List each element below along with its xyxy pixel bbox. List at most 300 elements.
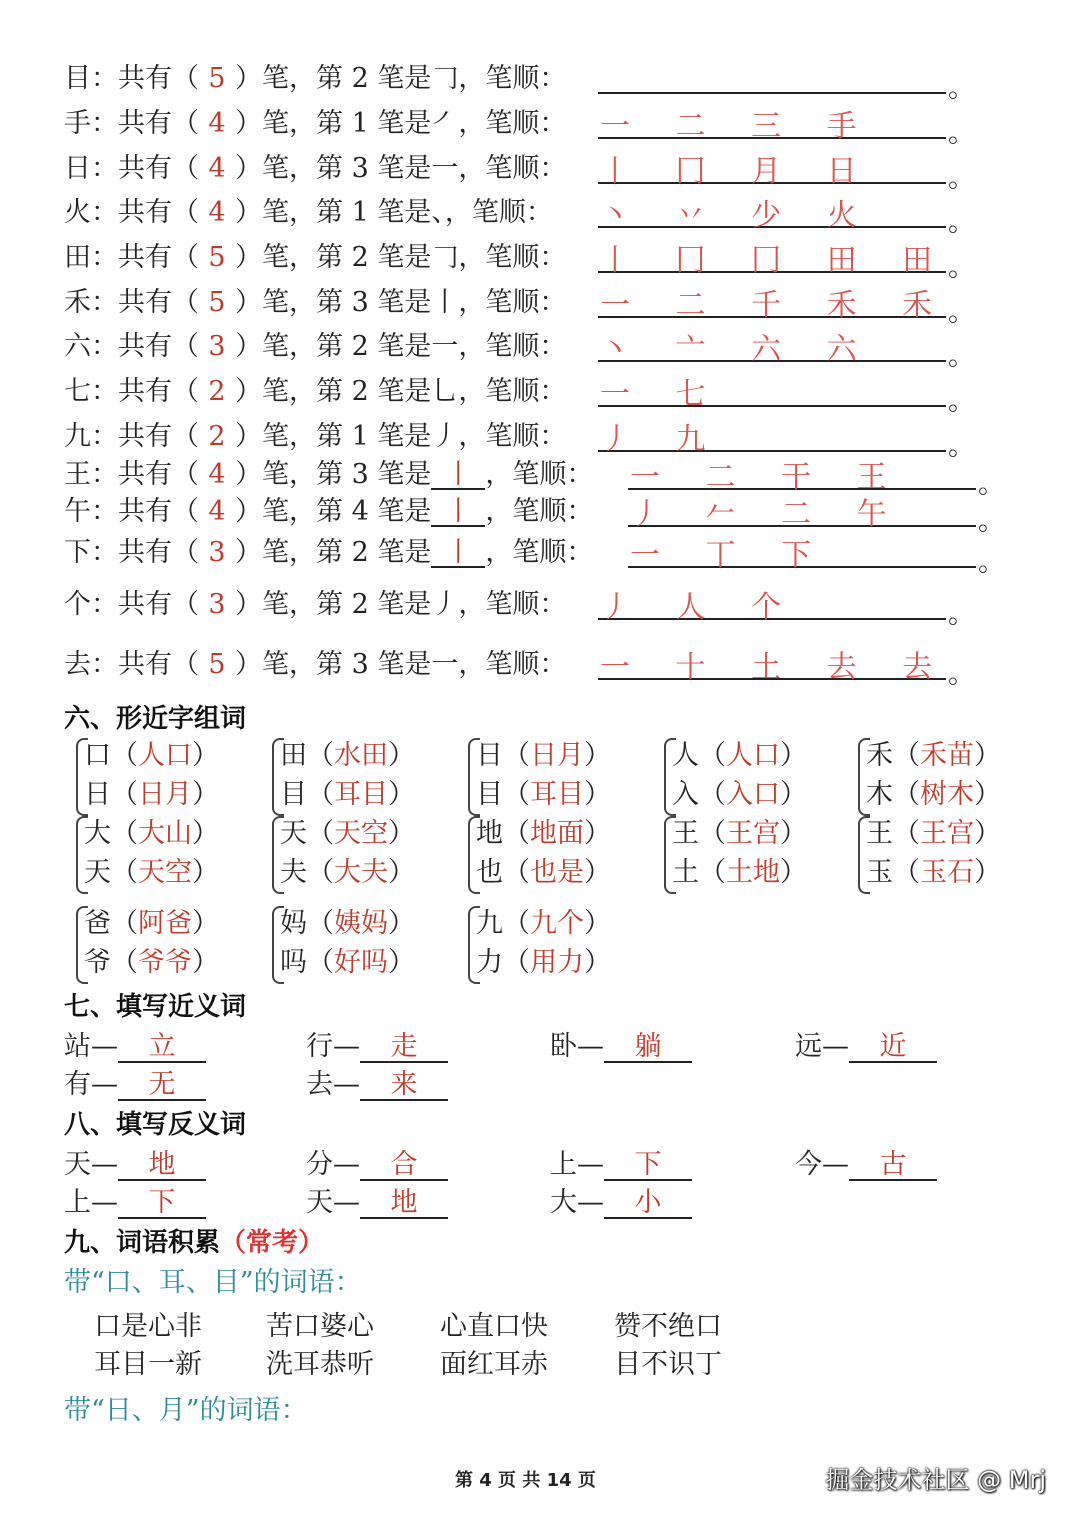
stroke-index: 1 [343,421,378,452]
word-item [795,1024,937,1063]
idiom: 洗耳恭听 [266,1349,374,1380]
paren: （ [111,857,138,888]
pair-line [672,775,807,814]
char: 妈 [280,908,307,939]
stroke-name: 一 [431,153,459,184]
pair-line [280,775,415,814]
label-text: ）笔，第 [235,242,343,273]
idiom: 目不识丁 [614,1349,722,1380]
brace [858,816,870,894]
stroke-index: 2 [343,331,378,362]
word-answer: 爷爷 [138,947,192,978]
paren: （ [503,818,530,849]
word-answer: 走 [360,1033,448,1063]
paren: ） [388,740,415,771]
stroke-name: 一 [431,649,459,680]
label-text: ，笔顺： [458,108,567,139]
char: 土 [672,857,699,888]
word-item [64,1180,206,1219]
paren: （ [307,908,334,939]
brace [468,816,480,894]
word-answer: 天空 [138,857,192,888]
paren: （ [699,779,726,810]
stroke-order-answer: 一 七 [600,377,724,412]
word-item [306,1062,448,1101]
word-answer: 禾苗 [920,740,974,771]
word-answer: 九个 [530,908,584,939]
char-pair [280,736,415,814]
paren: ） [974,857,1001,888]
word-answer: 耳目 [334,779,388,810]
idiom: 赞不绝口 [614,1311,722,1342]
period: 。 [948,659,975,690]
label-text: ）笔，第 [235,287,343,318]
stroke-row [64,495,593,529]
paren: （ [111,779,138,810]
stroke-row [64,330,566,364]
target-char: 目 [64,63,91,94]
pair-line [280,943,415,982]
stroke-name: 丿 [431,589,459,620]
stroke-index: 4 [343,496,378,527]
paren: （ [307,947,334,978]
idiom: 面红耳赤 [440,1349,548,1380]
pair-line [280,814,415,853]
label-text: ，笔顺： [458,287,567,318]
word-answer: 地 [360,1189,448,1219]
word-answer: 王宫 [726,818,780,849]
label-text: 笔是 [377,153,432,184]
pair-line [280,904,415,943]
char-pair [280,904,415,982]
label-text: ）笔，第 [235,376,343,407]
stroke-order-answer: 一 丅 下 [630,538,830,573]
idiom: 心直口快 [440,1311,548,1342]
label-text: ，笔顺： [485,537,594,568]
word-answer: 躺 [604,1033,692,1063]
period: 。 [948,73,975,104]
label-text: ）笔，第 [235,197,343,228]
label-text: ，笔顺： [458,376,567,407]
word-item [306,1024,448,1063]
label-text: ，笔顺： [458,649,567,680]
stroke-count: 5 [208,649,226,680]
paren: ） [192,818,219,849]
pair-line [280,736,415,775]
word: 站— [64,1031,118,1062]
char: 目 [280,779,307,810]
stroke-index: 3 [343,287,378,318]
period: 。 [948,297,975,328]
stroke-count: 4 [208,108,226,139]
word-answer: 立 [118,1033,206,1063]
stroke-index: 1 [343,197,378,228]
char: 爸 [84,908,111,939]
word-answer: 地面 [530,818,584,849]
paren: ） [780,740,807,771]
word: 天— [64,1149,118,1180]
label-text: ）笔，第 [235,649,343,680]
target-char: 手 [64,108,91,139]
stroke-count: 4 [208,197,226,228]
label-text: 笔是 [377,376,432,407]
pair-line [476,775,611,814]
stroke-row [64,420,566,454]
paren: ） [780,818,807,849]
stroke-order-answer: 丿 𠂉 二 午 [630,497,905,532]
order-line [598,92,946,94]
stroke-row [64,107,566,141]
stroke-name: 𠃌 [431,63,459,94]
stroke-row [64,588,566,622]
word-answer: 王宫 [920,818,974,849]
label-text: 笔是 [377,537,432,568]
word-answer: 小 [604,1189,692,1219]
paren: ） [780,779,807,810]
brace [272,906,284,984]
word-answer: 日月 [138,779,192,810]
target-char: 禾 [64,287,91,318]
stroke-index: 3 [343,459,378,490]
char-pair [866,814,1001,892]
char: 九 [476,908,503,939]
stroke-count: 3 [208,331,226,362]
word-answer: 古 [849,1151,937,1181]
paren: （ [503,740,530,771]
word-answer: 来 [360,1071,448,1101]
paren: ） [192,947,219,978]
char: 地 [476,818,503,849]
pair-line [84,775,219,814]
label-text: ）笔，第 [235,108,343,139]
label-text: ，笔顺： [458,242,567,273]
stroke-order-answer: 丨 冂 月 日 [600,154,875,189]
stroke-row [64,62,566,96]
label-text: ，笔顺： [458,589,567,620]
label-text: ：共有（ [91,153,199,184]
label-text: 笔是 [377,197,432,228]
stroke-name: ㇒ [431,108,459,139]
word-answer: 下 [118,1189,206,1219]
word: 分— [306,1149,360,1180]
label-text: ）笔，第 [235,459,343,490]
paren: （ [503,857,530,888]
paren: （ [307,779,334,810]
brace [76,738,88,816]
pair-line [280,853,415,892]
period: 。 [948,118,975,149]
word-answer: 玉石 [920,857,974,888]
stroke-order-answer: 丨 冂 冂 田 田 [600,243,951,278]
label-text: ）笔，第 [235,153,343,184]
label-text: 笔是 [377,589,432,620]
char: 目 [476,779,503,810]
brace [468,906,480,984]
word-item [64,1142,206,1181]
target-char: 六 [64,331,91,362]
paren: （ [307,740,334,771]
word-item [306,1180,448,1219]
label-text: ：共有（ [91,197,199,228]
word-item [64,1024,206,1063]
paren: ） [974,779,1001,810]
char-pair [672,736,807,814]
stroke-answer: 丨 [431,462,485,490]
word: 卧— [550,1031,604,1062]
stroke-name: 乚 [431,376,459,407]
pair-line [476,904,611,943]
word-item [306,1142,448,1181]
label-text: 笔是 [377,108,432,139]
label-text: 笔是 [377,63,432,94]
paren: ） [584,857,611,888]
label-text: ）笔，第 [235,63,343,94]
paren: ） [192,857,219,888]
word: 今— [795,1149,849,1180]
stroke-row [64,375,566,409]
word: 上— [550,1149,604,1180]
pair-line [84,814,219,853]
label-text: ：共有（ [91,537,199,568]
stroke-index: 1 [343,108,378,139]
pair-line [866,853,1001,892]
period: 。 [948,252,975,283]
char: 王 [866,818,893,849]
stroke-count: 4 [208,496,226,527]
target-char: 下 [64,537,91,568]
stroke-order-answer: 丿 九 [600,422,724,457]
label-text: ）笔，第 [235,331,343,362]
brace [468,738,480,816]
word-answer: 耳目 [530,779,584,810]
stroke-row [64,286,566,320]
char: 玉 [866,857,893,888]
pair-line [866,736,1001,775]
word-answer: 日月 [530,740,584,771]
label-text: ，笔顺： [444,197,553,228]
word-answer: 大夫 [334,857,388,888]
idiom: 苦口婆心 [266,1311,374,1342]
paren: ） [584,818,611,849]
paren: ） [388,779,415,810]
stroke-index: 2 [343,63,378,94]
period: 。 [978,506,1005,537]
word-item [64,1062,206,1101]
label-text: ，笔顺： [458,153,567,184]
stroke-order-answer: 丶 亠 六 六 [600,332,875,367]
char-pair [84,814,219,892]
label-text: ）笔，第 [235,537,343,568]
label-text: ：共有（ [91,589,199,620]
paren: （ [111,947,138,978]
target-char: 日 [64,153,91,184]
char: 日 [84,779,111,810]
paren: ） [584,740,611,771]
paren: ） [584,908,611,939]
word-answer: 阿爸 [138,908,192,939]
char-pair [84,736,219,814]
page-footer: 第 4 页 共 14 页 [455,1470,596,1491]
char-pair [84,904,219,982]
label-text: ）笔，第 [235,496,343,527]
label-text: ：共有（ [91,242,199,273]
word-answer: 近 [849,1033,937,1063]
stroke-index: 2 [343,537,378,568]
word-item [550,1180,692,1219]
stroke-index: 2 [343,242,378,273]
stroke-name: 丨 [431,287,459,318]
label-text: ，笔顺： [485,459,594,490]
word-answer: 水田 [334,740,388,771]
brace [664,816,676,894]
word-answer: 地 [118,1151,206,1181]
word-answer: 合 [360,1151,448,1181]
label-text: ，笔顺： [485,496,594,527]
paren: ） [388,818,415,849]
stroke-order-answer: 丶 丷 少 火 [600,198,875,233]
label-text: 笔是 [377,649,432,680]
section-8-title: 八、填写反义词 [64,1110,247,1140]
char: 天 [84,857,111,888]
paren: （ [893,779,920,810]
stroke-name: 丿 [431,421,459,452]
section-9-tag: （常考） [220,1228,325,1258]
stroke-count: 2 [208,376,226,407]
word-answer: 下 [604,1151,692,1181]
char: 天 [280,818,307,849]
char: 木 [866,779,893,810]
stroke-order-answer: 一 二 干 王 [630,460,905,495]
char-pair [476,814,611,892]
period: 。 [948,431,975,462]
paren: ） [388,908,415,939]
target-char: 王 [64,459,91,490]
pair-line [672,736,807,775]
brace [858,738,870,816]
stroke-row [64,152,566,186]
section-7-title: 七、填写近义词 [64,992,247,1022]
brace [272,738,284,816]
stroke-row [64,241,566,275]
stroke-index: 3 [343,649,378,680]
stroke-order-answer: 一 二 千 禾 禾 [600,288,951,323]
pair-line [84,853,219,892]
target-char: 七 [64,376,91,407]
char: 也 [476,857,503,888]
label-text: ：共有（ [91,63,199,94]
paren: （ [699,740,726,771]
stroke-name: 一 [431,331,459,362]
word-answer: 入口 [726,779,780,810]
word-answer: 姨妈 [334,908,388,939]
idiom: 口是心非 [94,1311,202,1342]
char: 禾 [866,740,893,771]
label-text: 笔是 [377,331,432,362]
section-6-title: 六、形近字组词 [64,704,247,734]
pair-line [84,736,219,775]
paren: ） [974,818,1001,849]
char: 爷 [84,947,111,978]
stroke-row [64,648,566,682]
paren: （ [893,857,920,888]
pair-line [866,775,1001,814]
paren: （ [503,779,530,810]
char: 王 [672,818,699,849]
stroke-answer: 丨 [431,540,485,568]
label-text: ，笔顺： [458,421,567,452]
char: 力 [476,947,503,978]
label-text: ：共有（ [91,287,199,318]
section-9-title [64,1222,324,1259]
char: 夫 [280,857,307,888]
paren: （ [111,818,138,849]
stroke-order-answer: 一 十 土 去 去 [600,650,951,685]
brace [664,738,676,816]
label-text: 笔是 [377,459,432,490]
paren: ） [584,779,611,810]
word-answer: 人口 [726,740,780,771]
word: 天— [306,1187,360,1218]
paren: ） [192,908,219,939]
label-text: ，笔顺： [458,331,567,362]
char-pair [866,736,1001,814]
target-char: 田 [64,242,91,273]
paren: （ [111,740,138,771]
section-9-label: 九、词语积累 [64,1228,221,1258]
word-answer: 用力 [530,947,584,978]
pair-line [476,853,611,892]
stroke-order-answer: 丿 人 个 [600,590,800,625]
label-text: ：共有（ [91,459,199,490]
label-text: ：共有（ [91,496,199,527]
label-text: ：共有（ [91,649,199,680]
stroke-count: 2 [208,421,226,452]
label-text: 笔是 [377,421,432,452]
paren: ） [192,779,219,810]
label-text: ，笔顺： [458,63,567,94]
pair-line [476,736,611,775]
vocab-label-sun-moon: 带“日、月”的词语： [64,1395,308,1426]
target-char: 九 [64,421,91,452]
brace [76,816,88,894]
brace [76,906,88,984]
word-answer: 天空 [334,818,388,849]
word-answer: 大山 [138,818,192,849]
stroke-count: 5 [208,242,226,273]
word-answer: 土地 [726,857,780,888]
idiom: 耳目一新 [94,1349,202,1380]
char: 田 [280,740,307,771]
pair-line [84,943,219,982]
paren: ） [388,857,415,888]
label-text: ）笔，第 [235,421,343,452]
word: 大— [550,1187,604,1218]
label-text: ：共有（ [91,331,199,362]
label-text: ：共有（ [91,108,199,139]
word-answer: 也是 [530,857,584,888]
word: 上— [64,1187,118,1218]
paren: （ [893,740,920,771]
word-answer: 好吗 [334,947,388,978]
stroke-row [64,458,593,492]
stroke-count: 4 [208,153,226,184]
char-pair [476,736,611,814]
stroke-index: 2 [343,589,378,620]
brace [272,816,284,894]
pair-line [84,904,219,943]
stroke-index: 3 [343,153,378,184]
char-pair [280,814,415,892]
